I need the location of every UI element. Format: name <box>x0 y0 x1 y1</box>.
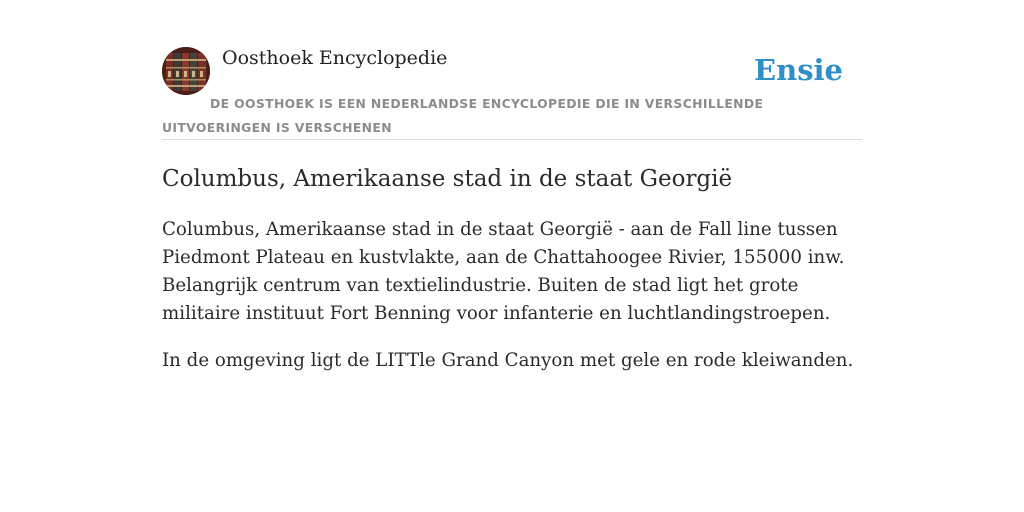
source-tagline: DE OOSTHOEK IS EEN NEDERLANDSE ENCYCLOPEDIE DIE IN VERSCHILLENDE UITVOERINGEN IS VERSCHENEN <box>162 96 764 135</box>
source-title[interactable]: Oosthoek Encyclopedie <box>222 47 448 69</box>
page-header <box>162 46 862 140</box>
article-body <box>162 216 862 394</box>
article-title: Columbus, Amerikaanse stad in de staat Georgië <box>162 166 733 192</box>
article-paragraph: Columbus, Amerikaanse stad in de staat Georgië - aan de Fall line tussen Piedmont Plateau en kustvlakte, aan de Chattahoogee Rivier, 155000 inw. Belangrijk centrum van textielindustrie. Buiten de stad ligt het grote militaire instituut Fort Benning voor infanterie en luchtlandingstroepen. <box>162 219 845 324</box>
article-paragraph: In de omgeving ligt de LITTle Grand Canyon met gele en rode kleiwanden. <box>162 350 854 371</box>
brand-logo[interactable]: Ensie <box>754 53 843 87</box>
encyclopedia-books-icon[interactable] <box>162 47 210 95</box>
